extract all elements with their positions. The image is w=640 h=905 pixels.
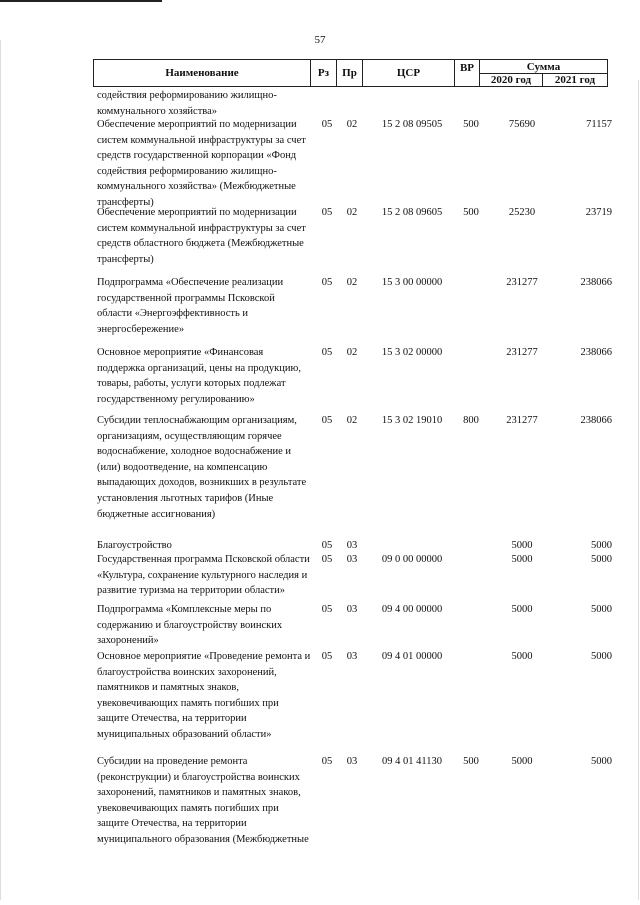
row-pr: 03 bbox=[346, 756, 358, 767]
row-name: Обеспечение мероприятий по модернизации систем коммунальной инфраструктуры за счет средств государственной корпорации «Фонд содействия реформированию жилищно-коммунального хозяйства» (Межбюджетные трансферты) bbox=[97, 119, 306, 208]
row-name: Подпрограмма «Комплексные меры по содержанию и благоустройству воинских захоронений» bbox=[97, 604, 283, 647]
scan-edge-right bbox=[638, 80, 639, 900]
row-pr: 03 bbox=[346, 651, 358, 662]
row-rz: 05 bbox=[321, 207, 333, 218]
row-pr: 02 bbox=[346, 207, 358, 218]
header-2020: 2020 год bbox=[480, 73, 543, 87]
row-csr: 15 3 02 19010 bbox=[381, 415, 443, 426]
row-pr: 02 bbox=[346, 277, 358, 288]
scan-edge-left bbox=[0, 40, 1, 900]
row-pr: 03 bbox=[346, 540, 358, 551]
row-sum-2020: 5000 bbox=[511, 554, 533, 565]
page-number: 57 bbox=[314, 34, 326, 46]
row-name: Субсидии на проведение ремонта (реконструкции) и благоустройства воинских захоронений, памятников и памятных знаков, увековечивающих память погибших при защите Отечества, на территории муниципального образования (Межбюджетные bbox=[97, 756, 309, 845]
row-rz: 05 bbox=[321, 540, 333, 551]
row-name: Благоустройство bbox=[97, 540, 172, 551]
row-sum-2020: 75690 bbox=[508, 119, 536, 130]
row-name: Субсидии теплоснабжающим организациям, организациям, осуществляющим горячее водоснабжение, холодное водоснабжение и (или) водоотведение, на компенсацию выпадающих доходов, возникших в результате установления льготных тарифов (Иные бюджетные ассигнования) bbox=[97, 415, 307, 520]
header-rz: Рз bbox=[311, 60, 337, 86]
header-pr: Пр bbox=[337, 60, 363, 86]
row-csr: 09 4 01 41130 bbox=[382, 756, 442, 767]
row-rz: 05 bbox=[321, 604, 333, 615]
row-sum-2020: 231277 bbox=[506, 347, 538, 358]
row-csr: 15 2 08 09505 bbox=[381, 119, 443, 130]
header-name: Наименование bbox=[94, 60, 311, 86]
row-rz: 05 bbox=[321, 756, 333, 767]
row-rz: 05 bbox=[321, 119, 333, 130]
row-sum-2020: 25230 bbox=[508, 207, 536, 218]
header-2021: 2021 год bbox=[554, 74, 596, 86]
header-sum-group bbox=[480, 60, 607, 86]
row-csr: 15 3 02 00000 bbox=[381, 347, 443, 358]
row-name: Обеспечение мероприятий по модернизации систем коммунальной инфраструктуры за счет средств областного бюджета (Межбюджетные трансферты) bbox=[97, 207, 306, 265]
row-rz: 05 bbox=[321, 651, 333, 662]
row-sum-2021: 23719 bbox=[585, 207, 612, 218]
row-sum-2020: 231277 bbox=[506, 415, 538, 426]
row-pr: 02 bbox=[346, 415, 358, 426]
row-rz: 05 bbox=[321, 415, 333, 426]
row-csr: 09 4 00 00000 bbox=[381, 604, 443, 615]
row-sum-2021: 5000 bbox=[591, 540, 612, 551]
row-rz: 05 bbox=[321, 277, 333, 288]
row-pr: 03 bbox=[346, 554, 358, 565]
row-sum-2021: 238066 bbox=[580, 415, 612, 426]
row-name: Подпрограмма «Обеспечение реализации государственной программы Псковской области «Энергоэффективность и энергосбережение» bbox=[97, 277, 284, 335]
row-vr: 500 bbox=[463, 119, 479, 130]
row-name: Основное мероприятие «Проведение ремонта и благоустройства воинских захоронений, памятников и памятных знаков, увековечивающих память погибших при защите Отечества, на территории муниципальных образований области» bbox=[97, 651, 311, 740]
row-sum-2021: 238066 bbox=[580, 347, 612, 358]
header-csr: ЦСР bbox=[363, 60, 455, 86]
row-name: Основное мероприятие «Финансовая поддержка организаций, цены на продукцию, товары, работы, услуги которых подлежат государственному регулированию» bbox=[97, 347, 301, 405]
row-vr: 500 bbox=[463, 756, 479, 767]
row-vr: 500 bbox=[463, 207, 479, 218]
row-pr: 03 bbox=[346, 604, 358, 615]
row-rz: 05 bbox=[321, 554, 333, 565]
row-sum-2021: 5000 bbox=[591, 756, 612, 767]
row-sum-2020: 231277 bbox=[506, 277, 538, 288]
row-sum-2021: 238066 bbox=[580, 277, 612, 288]
row-sum-2020: 5000 bbox=[511, 604, 533, 615]
row-sum-2021: 5000 bbox=[591, 604, 612, 615]
row-name: Государственная программа Псковской области «Культура, сохранение культурного наследия и развитие туризма на территории области» bbox=[97, 554, 310, 597]
row-sum-2021: 71157 bbox=[586, 119, 612, 130]
row-csr: 09 4 01 00000 bbox=[381, 651, 443, 662]
row-pr: 02 bbox=[346, 347, 358, 358]
header-sum: Сумма bbox=[480, 60, 607, 74]
table-header bbox=[93, 59, 608, 87]
row-sum-2021: 5000 bbox=[591, 554, 612, 565]
row-csr: 15 2 08 09605 bbox=[381, 207, 443, 218]
row-sum-2021: 5000 bbox=[591, 651, 612, 662]
top-edge-line bbox=[0, 0, 162, 2]
row-pr: 02 bbox=[346, 119, 358, 130]
row-rz: 05 bbox=[321, 347, 333, 358]
row-vr: 800 bbox=[463, 415, 479, 426]
header-vr: ВР bbox=[455, 60, 480, 86]
row-name: содействия реформированию жилищно-коммунального хозяйства» bbox=[97, 90, 277, 117]
row-sum-2020: 5000 bbox=[511, 756, 533, 767]
row-csr: 15 3 00 00000 bbox=[381, 277, 443, 288]
row-sum-2020: 5000 bbox=[511, 651, 533, 662]
row-sum-2020: 5000 bbox=[511, 540, 533, 551]
row-csr: 09 0 00 00000 bbox=[381, 554, 443, 565]
